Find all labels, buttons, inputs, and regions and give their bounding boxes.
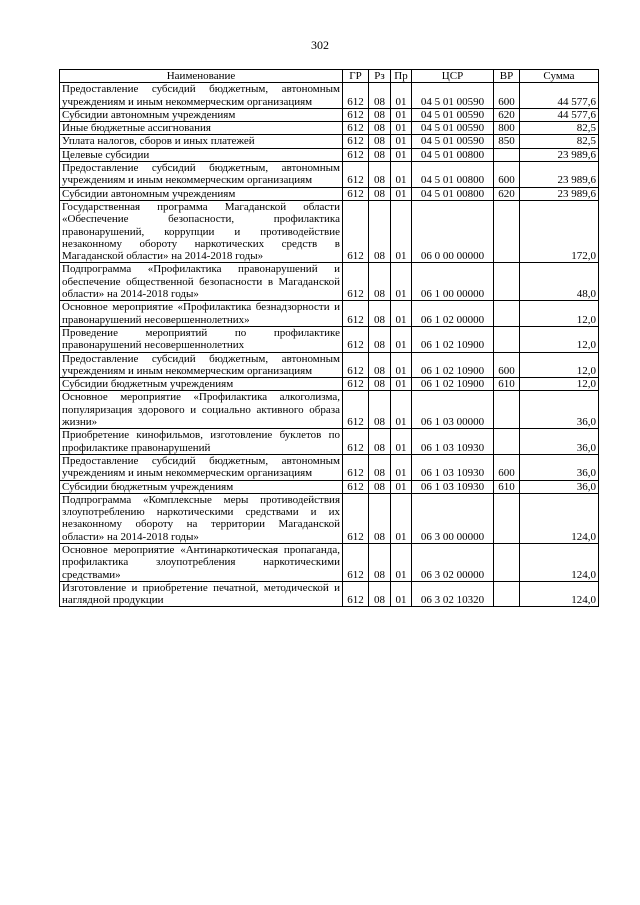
- cell-name: Подпрограмма «Комплексные меры противодействия злоупотреблению наркотическими средствами и их незаконному обороту на территории Магаданской области» на 2014-2018 годы»: [60, 493, 343, 543]
- cell-sum: 36,0: [520, 429, 599, 455]
- cell-csr: 04 5 01 00800: [412, 162, 494, 188]
- cell-rz: 08: [369, 454, 391, 480]
- cell-vr: 600: [494, 83, 520, 109]
- budget-table: [59, 69, 599, 607]
- table-row: [60, 391, 599, 429]
- cell-gr: 612: [343, 352, 369, 378]
- cell-gr: 612: [343, 480, 369, 493]
- cell-pr: 01: [391, 83, 412, 109]
- cell-gr: 612: [343, 135, 369, 148]
- cell-name: Приобретение кинофильмов, изготовление буклетов по профилактике правонарушений: [60, 429, 343, 455]
- table-row: [60, 581, 599, 607]
- cell-vr: [494, 326, 520, 352]
- cell-csr: 04 5 01 00800: [412, 148, 494, 161]
- cell-rz: 08: [369, 543, 391, 581]
- cell-vr: [494, 581, 520, 607]
- cell-csr: 06 3 02 00000: [412, 543, 494, 581]
- cell-vr: [494, 429, 520, 455]
- header-sum: Сумма: [520, 70, 599, 83]
- cell-vr: [494, 493, 520, 543]
- cell-rz: 08: [369, 108, 391, 121]
- header-pr: Пр: [391, 70, 412, 83]
- cell-vr: 600: [494, 454, 520, 480]
- cell-sum: 36,0: [520, 454, 599, 480]
- cell-gr: 612: [343, 187, 369, 200]
- cell-csr: 04 5 01 00590: [412, 83, 494, 109]
- cell-csr: 04 5 01 00590: [412, 108, 494, 121]
- cell-csr: 06 3 02 10320: [412, 581, 494, 607]
- header-gr: ГР: [343, 70, 369, 83]
- table-row: [60, 200, 599, 262]
- cell-pr: 01: [391, 108, 412, 121]
- cell-name: Целевые субсидии: [60, 148, 343, 161]
- cell-csr: 06 1 03 10930: [412, 454, 494, 480]
- cell-vr: [494, 148, 520, 161]
- cell-pr: 01: [391, 581, 412, 607]
- table-row: [60, 429, 599, 455]
- cell-vr: 610: [494, 480, 520, 493]
- table-row: [60, 187, 599, 200]
- cell-name: Субсидии автономным учреждениям: [60, 108, 343, 121]
- cell-gr: 612: [343, 122, 369, 135]
- cell-csr: 04 5 01 00800: [412, 187, 494, 200]
- cell-rz: 08: [369, 581, 391, 607]
- cell-rz: 08: [369, 429, 391, 455]
- cell-pr: 01: [391, 378, 412, 391]
- cell-sum: 12,0: [520, 326, 599, 352]
- cell-rz: 08: [369, 301, 391, 327]
- cell-gr: 612: [343, 200, 369, 262]
- cell-sum: 44 577,6: [520, 83, 599, 109]
- cell-pr: 01: [391, 187, 412, 200]
- cell-gr: 612: [343, 391, 369, 429]
- table-row: [60, 83, 599, 109]
- cell-gr: 612: [343, 493, 369, 543]
- cell-sum: 36,0: [520, 480, 599, 493]
- cell-vr: [494, 200, 520, 262]
- cell-sum: 82,5: [520, 135, 599, 148]
- cell-rz: 08: [369, 391, 391, 429]
- cell-gr: 612: [343, 326, 369, 352]
- cell-pr: 01: [391, 429, 412, 455]
- cell-pr: 01: [391, 200, 412, 262]
- table-row: [60, 148, 599, 161]
- cell-rz: 08: [369, 162, 391, 188]
- cell-name: Изготовление и приобретение печатной, методической и наглядной продукции: [60, 581, 343, 607]
- cell-gr: 612: [343, 83, 369, 109]
- cell-pr: 01: [391, 480, 412, 493]
- header-name: Наименование: [60, 70, 343, 83]
- cell-csr: 06 1 03 00000: [412, 391, 494, 429]
- cell-vr: 600: [494, 162, 520, 188]
- cell-name: Предоставление субсидий бюджетным, автономным учреждениям и иным некоммерческим организациям: [60, 162, 343, 188]
- cell-name: Основное мероприятие «Профилактика безнадзорности и правонарушений несовершеннолетних»: [60, 301, 343, 327]
- cell-rz: 08: [369, 135, 391, 148]
- cell-gr: 612: [343, 263, 369, 301]
- cell-vr: [494, 301, 520, 327]
- cell-vr: [494, 263, 520, 301]
- cell-pr: 01: [391, 493, 412, 543]
- cell-name: Предоставление субсидий бюджетным, автономным учреждениям и иным некоммерческим организациям: [60, 352, 343, 378]
- cell-pr: 01: [391, 135, 412, 148]
- cell-csr: 06 1 03 10930: [412, 480, 494, 493]
- table-row: [60, 480, 599, 493]
- cell-sum: 124,0: [520, 493, 599, 543]
- cell-sum: 48,0: [520, 263, 599, 301]
- cell-name: Субсидии бюджетным учреждениям: [60, 378, 343, 391]
- cell-pr: 01: [391, 391, 412, 429]
- cell-rz: 08: [369, 493, 391, 543]
- cell-rz: 08: [369, 263, 391, 301]
- cell-pr: 01: [391, 263, 412, 301]
- table-row: [60, 301, 599, 327]
- cell-sum: 124,0: [520, 543, 599, 581]
- cell-sum: 12,0: [520, 378, 599, 391]
- header-vr: ВР: [494, 70, 520, 83]
- cell-sum: 124,0: [520, 581, 599, 607]
- table-row: [60, 454, 599, 480]
- table-row: [60, 162, 599, 188]
- cell-pr: 01: [391, 543, 412, 581]
- cell-pr: 01: [391, 326, 412, 352]
- page-number: 302: [311, 38, 329, 52]
- header-csr: ЦСР: [412, 70, 494, 83]
- cell-gr: 612: [343, 543, 369, 581]
- cell-rz: 08: [369, 200, 391, 262]
- cell-name: Предоставление субсидий бюджетным, автономным учреждениям и иным некоммерческим организациям: [60, 454, 343, 480]
- cell-csr: 06 1 02 10900: [412, 378, 494, 391]
- cell-vr: [494, 543, 520, 581]
- cell-rz: 08: [369, 352, 391, 378]
- cell-vr: 620: [494, 187, 520, 200]
- cell-pr: 01: [391, 352, 412, 378]
- cell-csr: 06 1 02 10900: [412, 326, 494, 352]
- table-row: [60, 108, 599, 121]
- cell-csr: 06 1 00 00000: [412, 263, 494, 301]
- cell-sum: 23 989,6: [520, 148, 599, 161]
- cell-name: Проведение мероприятий по профилактике правонарушений несовершеннолетних: [60, 326, 343, 352]
- cell-rz: 08: [369, 326, 391, 352]
- table-body: [60, 83, 599, 607]
- cell-name: Субсидии бюджетным учреждениям: [60, 480, 343, 493]
- cell-csr: 04 5 01 00590: [412, 122, 494, 135]
- cell-csr: 06 0 00 00000: [412, 200, 494, 262]
- cell-name: Государственная программа Магаданской области «Обеспечение безопасности, профилактика правонарушений, коррупции и противодействие незаконному обороту наркотических средств в Магаданской области» на 2014-2018 годы»: [60, 200, 343, 262]
- table-row: [60, 263, 599, 301]
- cell-rz: 08: [369, 187, 391, 200]
- cell-vr: 800: [494, 122, 520, 135]
- cell-pr: 01: [391, 122, 412, 135]
- cell-vr: 610: [494, 378, 520, 391]
- cell-sum: 12,0: [520, 301, 599, 327]
- cell-sum: 172,0: [520, 200, 599, 262]
- cell-sum: 12,0: [520, 352, 599, 378]
- table-header-row: [60, 70, 599, 83]
- cell-csr: 06 1 02 00000: [412, 301, 494, 327]
- cell-sum: 36,0: [520, 391, 599, 429]
- cell-sum: 82,5: [520, 122, 599, 135]
- cell-sum: 44 577,6: [520, 108, 599, 121]
- cell-pr: 01: [391, 162, 412, 188]
- cell-rz: 08: [369, 148, 391, 161]
- cell-name: Предоставление субсидий бюджетным, автономным учреждениям и иным некоммерческим организациям: [60, 83, 343, 109]
- cell-gr: 612: [343, 429, 369, 455]
- cell-vr: [494, 391, 520, 429]
- cell-csr: 04 5 01 00590: [412, 135, 494, 148]
- cell-gr: 612: [343, 162, 369, 188]
- table-row: [60, 135, 599, 148]
- table-row: [60, 378, 599, 391]
- cell-csr: 06 1 02 10900: [412, 352, 494, 378]
- table-row: [60, 493, 599, 543]
- table-row: [60, 326, 599, 352]
- cell-rz: 08: [369, 480, 391, 493]
- cell-name: Основное мероприятие «Антинаркотическая пропаганда, профилактика злоупотребления наркотическими средствами»: [60, 543, 343, 581]
- cell-rz: 08: [369, 122, 391, 135]
- table-row: [60, 122, 599, 135]
- cell-vr: 850: [494, 135, 520, 148]
- cell-pr: 01: [391, 301, 412, 327]
- cell-sum: 23 989,6: [520, 187, 599, 200]
- cell-pr: 01: [391, 148, 412, 161]
- cell-rz: 08: [369, 378, 391, 391]
- cell-name: Иные бюджетные ассигнования: [60, 122, 343, 135]
- cell-csr: 06 1 03 10930: [412, 429, 494, 455]
- cell-name: Уплата налогов, сборов и иных платежей: [60, 135, 343, 148]
- cell-name: Подпрограмма «Профилактика правонарушений и обеспечение общественной безопасности в Магаданской области» на 2014-2018 годы»: [60, 263, 343, 301]
- cell-csr: 06 3 00 00000: [412, 493, 494, 543]
- cell-pr: 01: [391, 454, 412, 480]
- cell-rz: 08: [369, 83, 391, 109]
- cell-vr: 600: [494, 352, 520, 378]
- cell-gr: 612: [343, 454, 369, 480]
- cell-name: Субсидии автономным учреждениям: [60, 187, 343, 200]
- cell-gr: 612: [343, 108, 369, 121]
- table-row: [60, 543, 599, 581]
- cell-gr: 612: [343, 301, 369, 327]
- cell-name: Основное мероприятие «Профилактика алкоголизма, популяризация здорового и социально активного образа жизни»: [60, 391, 343, 429]
- cell-gr: 612: [343, 581, 369, 607]
- cell-vr: 620: [494, 108, 520, 121]
- cell-gr: 612: [343, 378, 369, 391]
- cell-sum: 23 989,6: [520, 162, 599, 188]
- cell-gr: 612: [343, 148, 369, 161]
- table-row: [60, 352, 599, 378]
- header-rz: Рз: [369, 70, 391, 83]
